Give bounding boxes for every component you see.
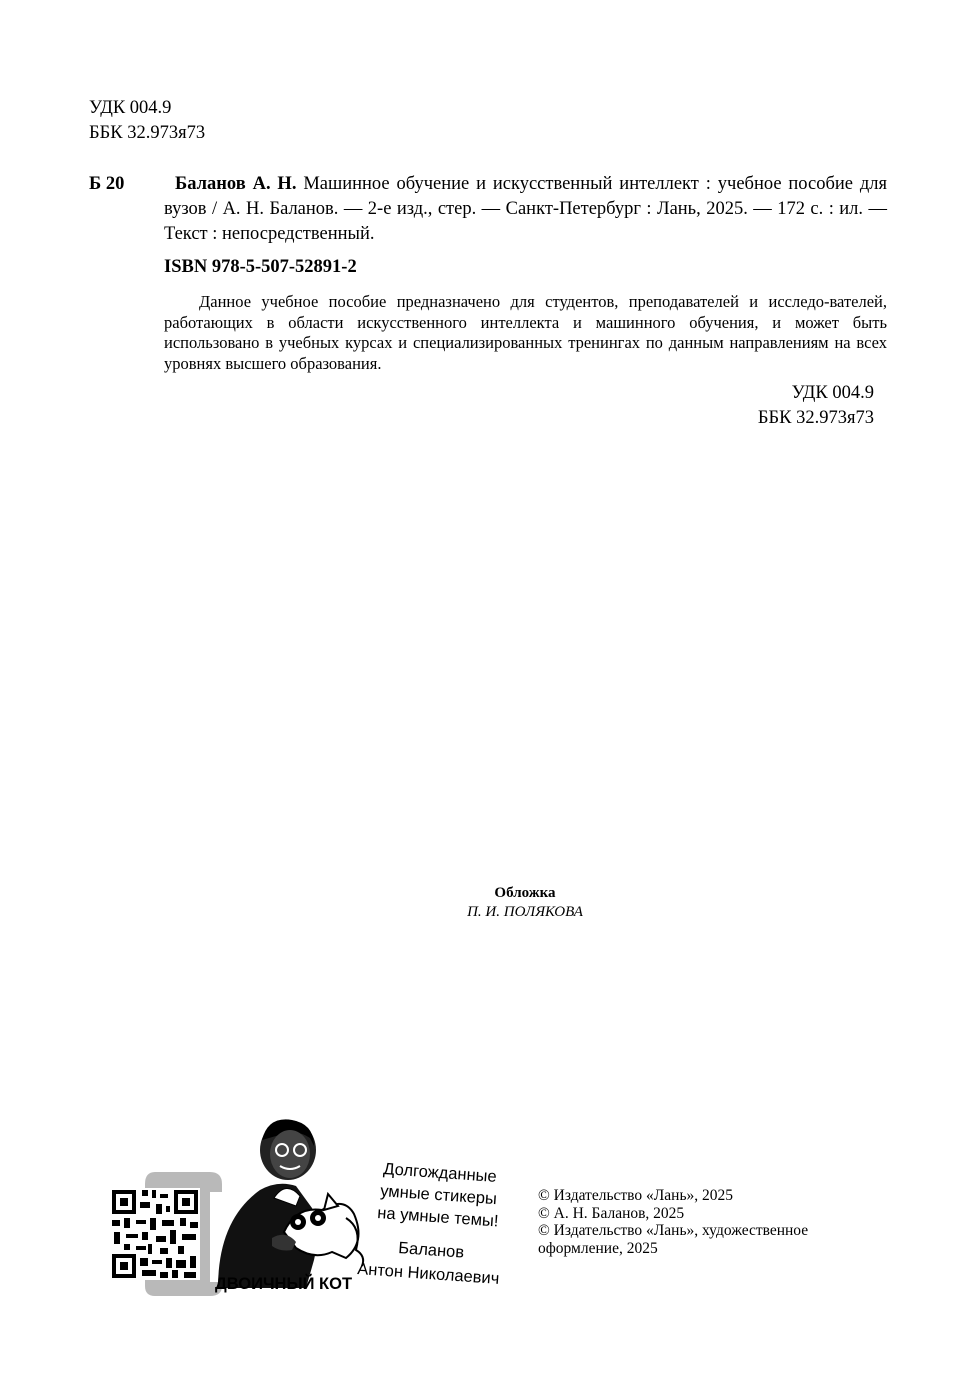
- copyright-line: © А. Н. Баланов, 2025: [538, 1204, 685, 1222]
- udk-code-right: УДК 004.9: [791, 383, 874, 403]
- promo-line-2: умные стикеры: [379, 1182, 498, 1209]
- author-name: Баланов А. Н.: [175, 174, 297, 194]
- bbk-code: ББК 32.973я73: [89, 123, 206, 143]
- catalog-index: Б 20: [89, 174, 125, 194]
- isbn: ISBN 978-5-507-52891-2: [164, 257, 357, 277]
- cover-credit: [380, 884, 670, 922]
- udk-code: УДК 004.9: [89, 98, 172, 118]
- author-illustration-icon: [218, 1119, 363, 1288]
- promo-author-line-1: Баланов: [397, 1239, 465, 1262]
- bbk-code-right: ББК 32.973я73: [757, 408, 874, 428]
- copyright-line: © Издательство «Лань», 2025: [538, 1187, 734, 1204]
- bibliographic-record: [164, 172, 887, 247]
- copyright-block: [538, 1187, 808, 1257]
- bibliographic-description: Машинное обучение и искусственный интеллект : учебное пособие для вузов / А. Н. Баланов. — 2-е изд., стер. — Санкт-Петербург : Лань, 2025. — 172 с. : ил. — Текст : непосредственный.: [164, 174, 888, 244]
- qr-code-icon: [110, 1188, 200, 1280]
- sticker-advertisement: [100, 1110, 520, 1310]
- classification-block: [89, 96, 205, 146]
- cover-designer: П. И. ПОЛЯКОВА: [467, 904, 583, 920]
- copyright-line: © Издательство «Лань», художественное: [538, 1222, 809, 1240]
- copyright-line: оформление, 2025: [538, 1239, 658, 1257]
- annotation: Данное учебное пособие предназначено для студентов, преподавателей и исследо-вателей, работающих в области искусственного интеллекта и машинного обучения, и может быть использовано в учебных курсах и специализированных тренингах по данным направлениям на всех уровнях высшего образования.: [164, 292, 887, 373]
- brand-name: ДВОИЧНЫЙ КОТ: [215, 1275, 353, 1293]
- promo-line-1: Долгожданные: [382, 1160, 498, 1186]
- cover-label: Обложка: [494, 885, 556, 901]
- promo-author-line-2: Антон Николаевич: [356, 1260, 500, 1288]
- classification-block-right: [742, 381, 874, 431]
- promo-line-3: на умные темы!: [376, 1204, 500, 1231]
